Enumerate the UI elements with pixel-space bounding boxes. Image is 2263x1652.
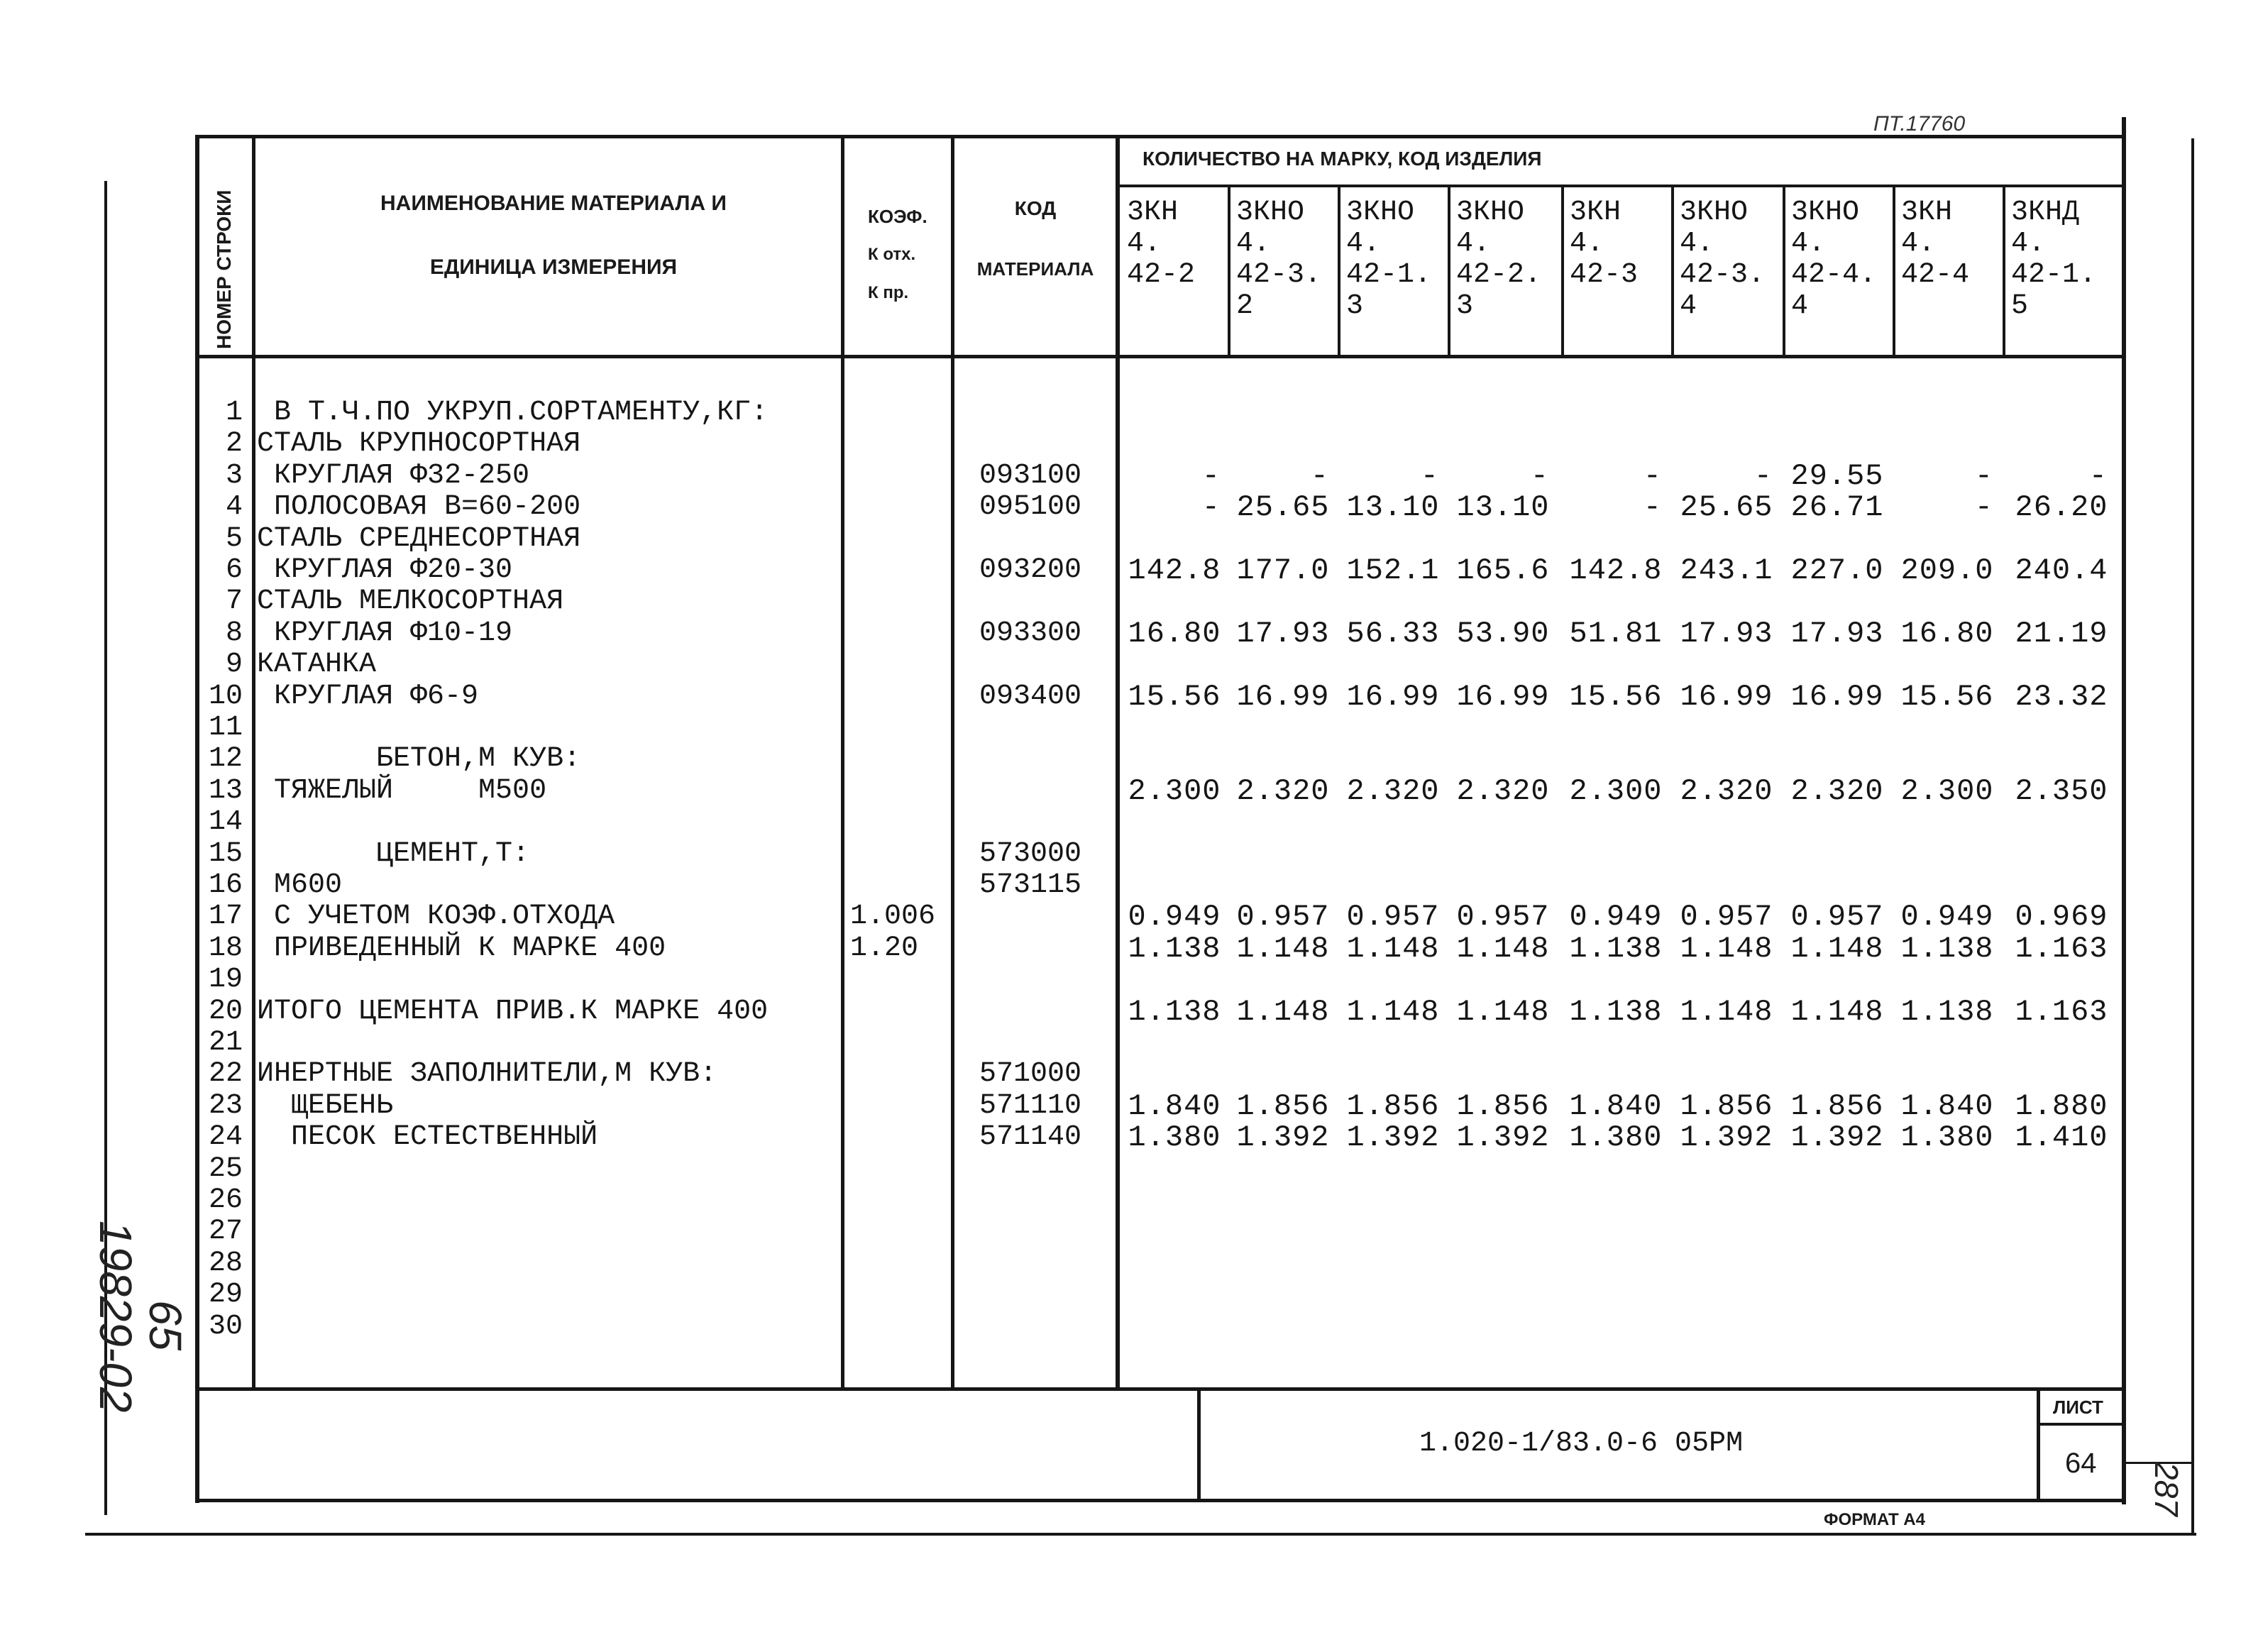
quantity-value: 1.410 xyxy=(2015,1120,2108,1155)
material-code: 093100 xyxy=(979,459,1082,492)
mark-code-line: 4. xyxy=(1346,228,1381,260)
material-code: 573000 xyxy=(979,837,1082,870)
quantity-value: 15.56 xyxy=(1569,679,1663,714)
row-number: 17 xyxy=(208,901,243,933)
row-number: 10 xyxy=(208,680,243,712)
quantity-value: 1.148 xyxy=(1790,931,1884,966)
row-number: 12 xyxy=(208,743,243,776)
mark-code-line: 42-2 xyxy=(1127,259,1196,291)
mark-code-line: 42-2. xyxy=(1456,259,1542,291)
mark-code-line: 4. xyxy=(1456,228,1491,260)
material-code: 093300 xyxy=(979,617,1082,649)
quantity-value: 53.90 xyxy=(1456,616,1550,651)
mark-code-line: 3КНО xyxy=(1346,197,1415,228)
quantity-value: 1.148 xyxy=(1346,994,1440,1029)
quantity-value: 2.300 xyxy=(1128,773,1221,808)
mark-code-line xyxy=(1901,291,1969,322)
quantity-header: КОЛИЧЕСТВО НА МАРКУ, КОД ИЗДЕЛИЯ xyxy=(1142,148,1542,170)
quantity-value: 26.20 xyxy=(2015,490,2108,525)
quantity-value: 1.163 xyxy=(2015,994,2108,1029)
mark-code-line: 42-3 xyxy=(1570,259,1639,291)
mark-code-line: 42-1. xyxy=(1346,259,1432,291)
material-code: 093400 xyxy=(979,680,1082,712)
row-number: 16 xyxy=(208,869,243,901)
mark-code-line: 42-3. xyxy=(1236,259,1322,291)
quantity-value: 0.957 xyxy=(1680,900,1773,935)
quantity-value: 1.148 xyxy=(1346,931,1440,966)
material-name: ИТОГО ЦЕМЕНТА ПРИВ.К МАРКЕ 400 xyxy=(257,995,769,1028)
row-number: 20 xyxy=(208,995,243,1028)
row-number: 4 xyxy=(225,491,243,524)
quantity-value: 1.163 xyxy=(2015,931,2108,966)
quantity-value: 142.8 xyxy=(1569,554,1663,588)
row-number: 18 xyxy=(208,932,243,964)
quantity-value: 1.138 xyxy=(1900,994,1994,1029)
mark-code-line: 4. xyxy=(1901,228,1936,260)
material-name: ЦЕМЕНТ,Т: xyxy=(257,837,530,870)
quantity-value: - xyxy=(1420,458,1439,493)
quantity-value: - xyxy=(1201,458,1221,493)
mark-code-line: 3КН xyxy=(1901,197,1953,228)
quantity-value: 16.99 xyxy=(1346,679,1440,714)
row-number: 23 xyxy=(208,1089,243,1122)
material-name: ПРИВЕДЕННЫЙ К МАРКЕ 400 xyxy=(257,932,666,964)
quantity-value: 16.99 xyxy=(1790,679,1884,714)
material-code: 571000 xyxy=(979,1058,1082,1091)
mark-code-line: 42-4 xyxy=(1901,259,1970,291)
row-number: 28 xyxy=(208,1247,243,1279)
mark-code-line: 3КН xyxy=(1127,197,1179,228)
quantity-value: 1.148 xyxy=(1456,931,1550,966)
material-name: ПЕСОК ЕСТЕСТВЕННЫЙ xyxy=(257,1121,598,1154)
material-name: КРУГЛАЯ Ф6-9 xyxy=(257,680,479,712)
row-number: 7 xyxy=(225,585,243,618)
quantity-value: 25.65 xyxy=(1680,490,1773,525)
mark-code-line: 42-1. xyxy=(2011,259,2097,291)
quantity-value: 240.4 xyxy=(2015,554,2108,588)
material-name: ЩЕБЕНЬ xyxy=(257,1089,394,1122)
row-number: 8 xyxy=(225,617,243,649)
row-number: 1 xyxy=(225,397,243,429)
row-number: 30 xyxy=(208,1310,243,1343)
quantity-value: 1.392 xyxy=(1236,1120,1330,1155)
quantity-value: 13.10 xyxy=(1346,490,1440,525)
mark-code-line: 4. xyxy=(1127,228,1162,260)
material-code-header-line2: МАТЕРИАЛА xyxy=(976,258,1094,280)
quantity-value: 1.148 xyxy=(1680,931,1773,966)
coefficient-value: 1.006 xyxy=(850,901,936,933)
quantity-value: 1.840 xyxy=(1128,1089,1221,1123)
quantity-value: 1.148 xyxy=(1680,994,1773,1029)
quantity-value: 17.93 xyxy=(1680,616,1773,651)
row-number: 5 xyxy=(225,522,243,555)
quantity-value: 1.148 xyxy=(1790,994,1884,1029)
quantity-value: 0.949 xyxy=(1569,900,1663,935)
material-name: ПОЛОСОВАЯ В=60-200 xyxy=(257,491,581,524)
row-number: 14 xyxy=(208,806,243,839)
mark-code-line: 4. xyxy=(2011,228,2046,260)
mark-code-line: 4. xyxy=(1236,228,1271,260)
mark-code-line: 3 xyxy=(1346,290,1364,322)
material-name-header-line2: ЕДИНИЦА ИЗМЕРЕНИЯ xyxy=(429,255,678,279)
mark-code-line xyxy=(1570,291,1638,322)
material-name: В Т.Ч.ПО УКРУП.СОРТАМЕНТУ,КГ: xyxy=(257,397,769,429)
material-name-header-line1: НАИМЕНОВАНИЕ МАТЕРИАЛА И xyxy=(380,192,727,215)
quantity-value: 1.148 xyxy=(1236,931,1330,966)
mark-code-line: 4. xyxy=(1680,228,1714,260)
row-number: 22 xyxy=(208,1058,243,1091)
coefficient-value: 1.20 xyxy=(850,932,919,964)
quantity-value: 1.380 xyxy=(1128,1120,1221,1155)
quantity-value: 1.148 xyxy=(1456,994,1550,1029)
coefficient-header-line2: К отх. xyxy=(868,245,916,264)
quantity-value: 1.856 xyxy=(1680,1089,1773,1123)
row-number: 26 xyxy=(208,1184,243,1216)
mark-code-line: 3КНО xyxy=(1680,197,1749,228)
mark-code-line: 42-4. xyxy=(1791,259,1877,291)
row-number: 9 xyxy=(225,649,243,681)
mark-code-1 xyxy=(1127,197,1195,322)
mark-code-7 xyxy=(1791,197,1876,322)
mark-code-line: 3 xyxy=(1456,290,1474,322)
row-number: 27 xyxy=(208,1216,243,1248)
quantity-value: 1.880 xyxy=(2015,1089,2108,1123)
mark-code-line: 3КНО xyxy=(1791,197,1860,228)
material-code: 571140 xyxy=(979,1121,1082,1154)
quantity-value: 1.138 xyxy=(1569,931,1663,966)
mark-code-3 xyxy=(1346,197,1431,322)
quantity-value: 243.1 xyxy=(1680,554,1773,588)
material-name: БЕТОН,М КУВ: xyxy=(257,743,581,776)
quantity-value: 152.1 xyxy=(1346,554,1440,588)
quantity-value: 1.840 xyxy=(1569,1089,1663,1123)
quantity-value: 17.93 xyxy=(1790,616,1884,651)
mark-code-9 xyxy=(2011,197,2096,322)
left-page-number: 65 xyxy=(140,1300,191,1351)
quantity-value: - xyxy=(1530,458,1549,493)
material-code: 571110 xyxy=(979,1089,1082,1122)
quantity-value: 1.856 xyxy=(1346,1089,1440,1123)
material-name: СТАЛЬ КРУПНОСОРТНАЯ xyxy=(257,428,581,461)
quantity-value: 16.99 xyxy=(1236,679,1330,714)
quantity-value: 16.80 xyxy=(1900,616,1994,651)
mark-code-line: 3КНО xyxy=(1456,197,1525,228)
material-name: КАТАНКА xyxy=(257,649,377,681)
format-label: ФОРМАТ А4 xyxy=(1824,1510,1925,1529)
quantity-value: 26.71 xyxy=(1790,490,1884,525)
row-number: 25 xyxy=(208,1152,243,1185)
row-number: 24 xyxy=(208,1121,243,1154)
row-number: 11 xyxy=(208,712,243,744)
material-name: М600 xyxy=(257,869,343,901)
side-page-number: 287 xyxy=(2148,1462,2185,1516)
mark-code-6 xyxy=(1680,197,1765,322)
quantity-value: - xyxy=(1201,490,1221,525)
quantity-value: 1.392 xyxy=(1680,1120,1773,1155)
quantity-value: - xyxy=(1643,458,1662,493)
sheet-label: ЛИСТ xyxy=(2053,1397,2103,1418)
quantity-value: 15.56 xyxy=(1128,679,1221,714)
quantity-value: 0.957 xyxy=(1456,900,1550,935)
material-code: 573115 xyxy=(979,869,1082,901)
mark-code-4 xyxy=(1456,197,1541,322)
quantity-value: - xyxy=(1643,490,1662,525)
row-number: 21 xyxy=(208,1027,243,1059)
quantity-value: 165.6 xyxy=(1456,554,1550,588)
quantity-value: 227.0 xyxy=(1790,554,1884,588)
mark-code-5 xyxy=(1570,197,1638,322)
material-name: С УЧЕТОМ КОЭФ.ОТХОДА xyxy=(257,901,615,933)
coefficient-header xyxy=(848,197,967,312)
quantity-value: 1.856 xyxy=(1456,1089,1550,1123)
quantity-value: 16.80 xyxy=(1128,616,1221,651)
quantity-value: 1.380 xyxy=(1569,1120,1663,1155)
mark-code-line: 2 xyxy=(1236,290,1254,322)
row-number: 6 xyxy=(225,554,243,586)
mark-code-line: 3КНД xyxy=(2011,197,2080,228)
quantity-value: 2.320 xyxy=(1456,773,1550,808)
material-code-header-line1: КОД xyxy=(1014,197,1057,219)
mark-code-line: 4 xyxy=(1680,290,1697,322)
quantity-value: 13.10 xyxy=(1456,490,1550,525)
quantity-value: 1.138 xyxy=(1128,994,1221,1029)
document-code: 1.020-1/83.0-6 05РМ xyxy=(1419,1428,1744,1460)
row-number: 19 xyxy=(208,964,243,996)
mark-code-line: 42-3. xyxy=(1680,259,1766,291)
material-name: ТЯЖЕЛЫЙ М500 xyxy=(257,774,547,807)
quantity-value: 16.99 xyxy=(1456,679,1550,714)
quantity-value: 1.138 xyxy=(1569,994,1663,1029)
mark-code-line: 3КН xyxy=(1570,197,1621,228)
material-name: КРУГЛАЯ Ф20-30 xyxy=(257,554,513,586)
quantity-value: 15.56 xyxy=(1900,679,1994,714)
quantity-value: 1.380 xyxy=(1900,1120,1994,1155)
mark-code-line: 4. xyxy=(1570,228,1604,260)
quantity-value: - xyxy=(2088,458,2108,493)
quantity-value: 16.99 xyxy=(1680,679,1773,714)
mark-code-line: 4. xyxy=(1791,228,1826,260)
row-number-header: НОМЕР СТРОКИ xyxy=(213,189,235,349)
quantity-value: 1.392 xyxy=(1456,1120,1550,1155)
quantity-value: 1.392 xyxy=(1790,1120,1884,1155)
mark-code-2 xyxy=(1236,197,1321,322)
quantity-value: 177.0 xyxy=(1236,554,1330,588)
quantity-value: 2.320 xyxy=(1346,773,1440,808)
quantity-value: 0.949 xyxy=(1128,900,1221,935)
row-number: 29 xyxy=(208,1279,243,1311)
row-number: 3 xyxy=(225,459,243,492)
quantity-value: 209.0 xyxy=(1900,554,1994,588)
material-code: 093200 xyxy=(979,554,1082,586)
quantity-value: 1.856 xyxy=(1236,1089,1330,1123)
quantity-value: 2.320 xyxy=(1236,773,1330,808)
quantity-value: 21.19 xyxy=(2015,616,2108,651)
quantity-value: 0.957 xyxy=(1236,900,1330,935)
row-number: 15 xyxy=(208,837,243,870)
quantity-value: 0.969 xyxy=(2015,900,2108,935)
material-code: 095100 xyxy=(979,491,1082,524)
quantity-value: 2.320 xyxy=(1790,773,1884,808)
quantity-value: 23.32 xyxy=(2015,679,2108,714)
quantity-value: - xyxy=(1974,490,1993,525)
quantity-value: - xyxy=(1974,458,1993,493)
material-name: ИНЕРТНЫЕ ЗАПОЛНИТЕЛИ,М КУВ: xyxy=(257,1058,717,1091)
row-number: 13 xyxy=(208,774,243,807)
mark-code-line: 4 xyxy=(1791,290,1809,322)
quantity-value: 2.320 xyxy=(1680,773,1773,808)
quantity-value: 1.138 xyxy=(1128,931,1221,966)
material-name: КРУГЛАЯ Ф10-19 xyxy=(257,617,513,649)
quantity-value: - xyxy=(1753,458,1773,493)
sheet-number: 64 xyxy=(2065,1448,2097,1479)
left-stamp: 19829-02 xyxy=(90,1221,141,1413)
quantity-value: 142.8 xyxy=(1128,554,1221,588)
quantity-value: 2.300 xyxy=(1569,773,1663,808)
quantity-value: 2.300 xyxy=(1900,773,1994,808)
coefficient-header-line1: КОЭФ. xyxy=(868,206,927,227)
quantity-value: 1.840 xyxy=(1900,1089,1994,1123)
material-name: СТАЛЬ СРЕДНЕСОРТНАЯ xyxy=(257,522,581,555)
quantity-value: 56.33 xyxy=(1346,616,1440,651)
quantity-value: 51.81 xyxy=(1569,616,1663,651)
mark-code-line xyxy=(1127,291,1195,322)
quantity-value: - xyxy=(1310,458,1329,493)
mark-code-8 xyxy=(1901,197,1969,322)
top-fragment: ПТ.17760 xyxy=(1873,112,1966,136)
quantity-value: 1.148 xyxy=(1236,994,1330,1029)
material-name: КРУГЛАЯ Ф32-250 xyxy=(257,459,530,492)
quantity-value: 2.350 xyxy=(2015,773,2108,808)
quantity-value: 0.957 xyxy=(1790,900,1884,935)
quantity-value: 1.856 xyxy=(1790,1089,1884,1123)
quantity-value: 0.957 xyxy=(1346,900,1440,935)
quantity-value: 29.55 xyxy=(1790,458,1884,493)
quantity-value: 25.65 xyxy=(1236,490,1330,525)
mark-code-line: 3КНО xyxy=(1236,197,1305,228)
material-name-header xyxy=(270,192,837,280)
quantity-value: 1.392 xyxy=(1346,1120,1440,1155)
coefficient-header-line3: К пр. xyxy=(868,283,909,302)
row-number: 2 xyxy=(225,428,243,461)
material-code-header xyxy=(954,197,1116,280)
quantity-value: 0.949 xyxy=(1900,900,1994,935)
quantity-value: 1.138 xyxy=(1900,931,1994,966)
mark-code-line: 5 xyxy=(2011,290,2029,322)
quantity-value: 17.93 xyxy=(1236,616,1330,651)
material-name: СТАЛЬ МЕЛКОСОРТНАЯ xyxy=(257,585,564,618)
